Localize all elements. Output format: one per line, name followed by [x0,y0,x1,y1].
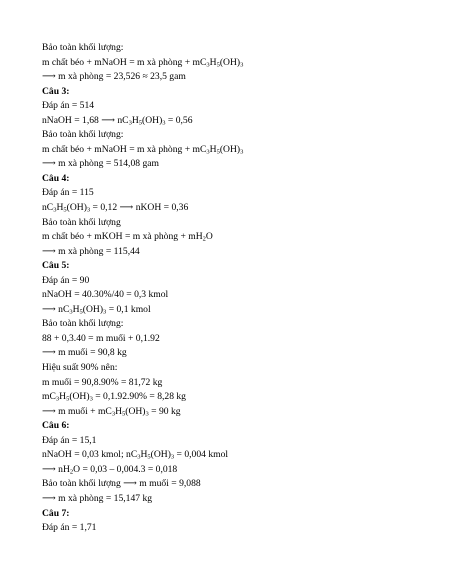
subscript: 5 [216,148,220,156]
text-run: Bảo toàn khối lượng: [42,129,124,141]
text-run: = 90 kg [148,405,181,417]
text-line [42,99,430,114]
text-run: Đáp án = 1,71 [42,522,97,534]
text-line [42,274,430,289]
question-heading [42,419,430,434]
text-line [42,143,430,158]
text-run: ⟶ m muối + mC [42,405,112,417]
text-line [42,361,430,376]
text-line [42,157,430,172]
text-run: Đáp án = 15,1 [42,434,97,446]
subscript: 3 [145,410,149,418]
subscript: 3 [103,308,107,316]
question-heading [42,85,430,100]
text-line [42,186,430,201]
text-line [42,303,430,318]
text-run: (OH) [69,391,90,403]
text-run: Hiệu suất 90% nên: [42,362,118,374]
text-run: = 0,004 kmol [174,449,229,461]
text-run: H [56,202,64,214]
subscript: 3 [128,119,132,127]
document-body [42,41,430,536]
text-run: m chất béo + mNaOH = m xà phòng + mC [42,143,207,155]
subscript: 3 [55,395,60,403]
text-run: ⟶ nC [42,303,70,315]
subscript: 3 [206,61,210,69]
subscript: 3 [137,453,141,461]
text-line [42,492,430,507]
subscript: 5 [79,308,83,316]
text-run: ⟶ m muối = 90,8 kg [42,347,127,359]
text-run: (OH) [125,405,146,417]
text-line [42,245,430,260]
text-line [42,448,430,463]
subscript: 3 [69,308,73,316]
subscript: 3 [86,206,91,214]
text-line [42,114,430,129]
subscript: 3 [206,148,210,156]
subscript: 3 [53,206,57,214]
text-run: 88 + 0,3.40 = m muối + 0,1.92 [42,332,160,344]
text-line [42,376,430,391]
text-run: nC [42,202,54,214]
text-run: H [72,303,80,315]
text-line [42,216,430,231]
text-line [42,70,430,85]
text-run: Câu 4: [42,172,70,184]
text-run: (OH) [150,449,171,461]
text-line [42,477,430,492]
text-line [42,56,430,71]
text-run: Đáp án = 90 [42,274,90,286]
subscript: 5 [138,119,143,127]
text-run: m chất béo + mKOH = m xà phòng + mH [42,231,203,243]
text-run: = 0,1.92.90% = 8,28 kg [92,391,186,403]
text-run: = 0,1 kmol [106,303,151,315]
text-run: H [115,405,122,417]
text-run: (OH) [219,56,241,68]
text-run: (OH) [142,114,163,126]
text-run: ⟶ nH [42,463,70,475]
text-run: (OH) [82,303,104,315]
subscript: 5 [147,453,151,461]
text-run: Câu 7: [42,507,70,519]
text-line [42,405,430,420]
subscript: 3 [170,453,175,461]
text-line [42,346,430,361]
subscript: 3 [240,61,244,69]
text-run: Bảo toàn khối lượng ⟶ m muối = 9,088 [42,478,201,490]
text-run: Câu 6: [42,420,70,432]
text-run: Đáp án = 115 [42,187,94,199]
subscript: 5 [66,395,70,403]
text-run: O = 0,03 – 0,004.3 = 0,018 [73,463,178,475]
text-run: ⟶ m xà phòng = 514,08 gam [42,158,159,170]
text-line [42,128,430,143]
text-line [42,201,430,216]
subscript: 5 [216,61,220,69]
text-run: Câu 5: [42,260,70,272]
text-line [42,230,430,245]
subscript: 5 [122,410,126,418]
text-run: Bảo toàn khối lượng: [42,318,124,330]
text-line [42,332,430,347]
text-run: H [209,143,217,155]
text-run: nNaOH = 40.30%/40 = 0,3 kmol [42,289,169,301]
text-run: m chất béo + mNaOH = m xà phòng + mC [42,56,207,68]
text-run: nNaOH = 1,68 ⟶ nC [42,114,129,126]
text-run: nNaOH = 0,03 kmol; nC [42,449,138,461]
text-line [42,521,430,536]
subscript: 3 [240,148,244,156]
text-line [42,434,430,449]
text-run: Bảo toàn khối lượng: [42,42,124,53]
text-run: ⟶ m xà phòng = 115,44 [42,245,140,257]
subscript: 2 [69,468,74,476]
subscript: 3 [89,395,93,403]
text-line [42,390,430,405]
text-run: (OH) [66,202,87,214]
text-run: (OH) [219,143,241,155]
text-run: H [209,56,217,68]
text-run: m muối = 90,8.90% = 81,72 kg [42,376,163,388]
text-run: = 0,56 [165,114,193,126]
text-run: H [59,391,67,403]
text-run: H [131,114,139,126]
text-run: H [140,449,148,461]
text-run: ⟶ m xà phòng = 23,526 ≈ 23,5 gam [42,71,186,83]
text-line [42,288,430,303]
text-run: O [205,231,213,243]
text-run: Câu 3: [42,85,70,97]
text-run: ⟶ m xà phòng = 15,147 kg [42,492,153,504]
text-run: = 0,12 ⟶ nKOH = 0,36 [90,202,189,214]
question-heading [42,172,430,187]
text-run: Đáp án = 514 [42,100,95,112]
question-heading [42,507,430,522]
text-run: Bảo toàn khối lượng [42,216,121,228]
text-line [42,463,430,478]
text-run: mC [42,391,56,403]
subscript: 3 [111,410,116,418]
text-line [42,41,430,56]
subscript: 5 [63,206,67,214]
question-heading [42,259,430,274]
text-line [42,317,430,332]
subscript: 2 [202,235,206,243]
subscript: 3 [162,119,166,127]
